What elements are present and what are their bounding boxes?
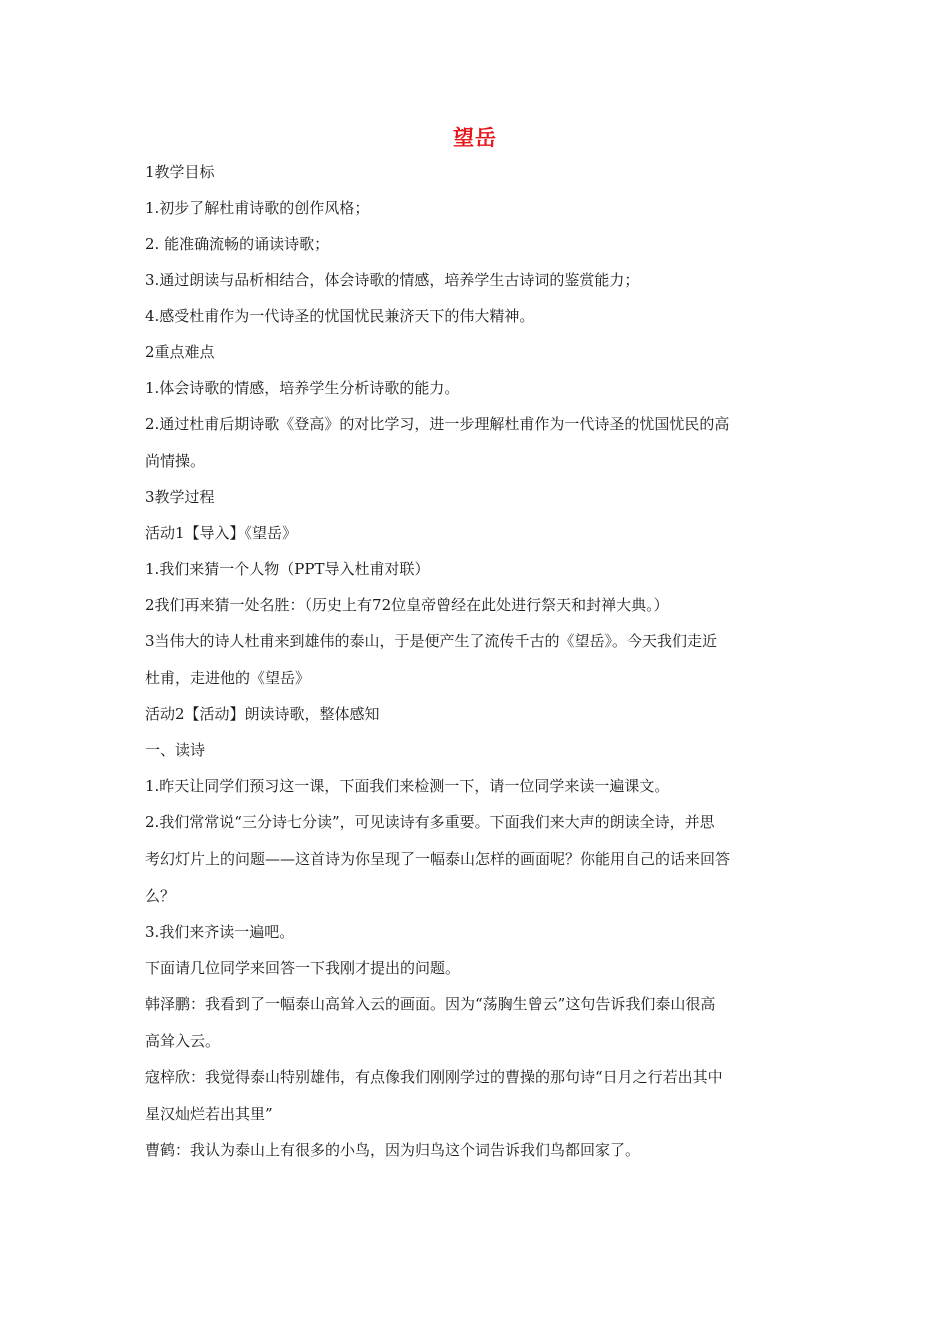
paragraph-line: 高耸入云。 bbox=[145, 1032, 221, 1050]
paragraph bbox=[145, 993, 810, 1052]
paragraph bbox=[145, 413, 810, 472]
section-heading-objectives: 1教学目标 bbox=[145, 163, 215, 181]
paragraph-line: 2.我们常常说“三分诗七分读”，可见读诗有多重要。下面我们来大声的朗读全诗，并思 bbox=[145, 813, 715, 831]
paragraph-line: 3当伟大的诗人杜甫来到雄伟的泰山，于是便产生了流传千古的《望岳》。今天我们走近 bbox=[145, 632, 718, 650]
activity-heading: 活动2【活动】朗读诗歌，整体感知 bbox=[145, 705, 380, 723]
paragraph-line: 么？ bbox=[145, 887, 176, 905]
section-heading-key-points: 2重点难点 bbox=[145, 343, 215, 361]
subsection-heading: 一、读诗 bbox=[145, 741, 206, 759]
paragraph-line: 星汉灿烂若出其里” bbox=[145, 1105, 273, 1123]
paragraph-line: 寇梓欣：我觉得泰山特别雄伟，有点像我们刚刚学过的曹操的那句诗“日月之行若出其中 bbox=[145, 1068, 723, 1086]
page-title: 望岳 bbox=[453, 126, 497, 150]
paragraph bbox=[145, 811, 810, 907]
paragraph: 曹鹤：我认为泰山上有很多的小鸟，因为归鸟这个词告诉我们鸟都回家了。 bbox=[145, 1141, 641, 1159]
paragraph: 1.我们来猜一个人物（PPT导入杜甫对联） bbox=[145, 560, 430, 578]
paragraph: 1.初步了解杜甫诗歌的创作风格； bbox=[145, 199, 370, 217]
paragraph-line: 韩泽鹏：我看到了一幅泰山高耸入云的画面。因为“荡胸生曾云”这句告诉我们泰山很高 bbox=[145, 995, 716, 1013]
section-heading-process: 3教学过程 bbox=[145, 488, 215, 506]
activity-heading: 活动1【导入】《望岳》 bbox=[145, 524, 298, 542]
paragraph-line: 考幻灯片上的问题——这首诗为你呈现了一幅泰山怎样的画面呢？你能用自己的话来回答 bbox=[145, 850, 731, 868]
paragraph-line: 杜甫，走进他的《望岳》 bbox=[145, 669, 311, 687]
paragraph bbox=[145, 1066, 810, 1125]
paragraph: 1.体会诗歌的情感，培养学生分析诗歌的能力。 bbox=[145, 379, 460, 397]
paragraph-line: 尚情操。 bbox=[145, 452, 206, 470]
paragraph-line: 2.通过杜甫后期诗歌《登高》的对比学习，进一步理解杜甫作为一代诗圣的忧国忧民的高 bbox=[145, 415, 730, 433]
paragraph: 下面请几位同学来回答一下我刚才提出的问题。 bbox=[145, 959, 461, 977]
paragraph: 2. 能准确流畅的诵读诗歌； bbox=[145, 235, 330, 253]
paragraph: 3.通过朗读与品析相结合，体会诗歌的情感，培养学生古诗词的鉴赏能力； bbox=[145, 271, 640, 289]
paragraph: 3.我们来齐读一遍吧。 bbox=[145, 923, 295, 941]
document-body bbox=[145, 161, 810, 1175]
paragraph: 1.昨天让同学们预习这一课，下面我们来检测一下，请一位同学来读一遍课文。 bbox=[145, 777, 670, 795]
paragraph bbox=[145, 630, 810, 689]
paragraph: 2我们再来猜一处名胜：（历史上有72位皇帝曾经在此处进行祭天和封禅大典。） bbox=[145, 596, 669, 614]
paragraph: 4.感受杜甫作为一代诗圣的忧国忧民兼济天下的伟大精神。 bbox=[145, 307, 535, 325]
